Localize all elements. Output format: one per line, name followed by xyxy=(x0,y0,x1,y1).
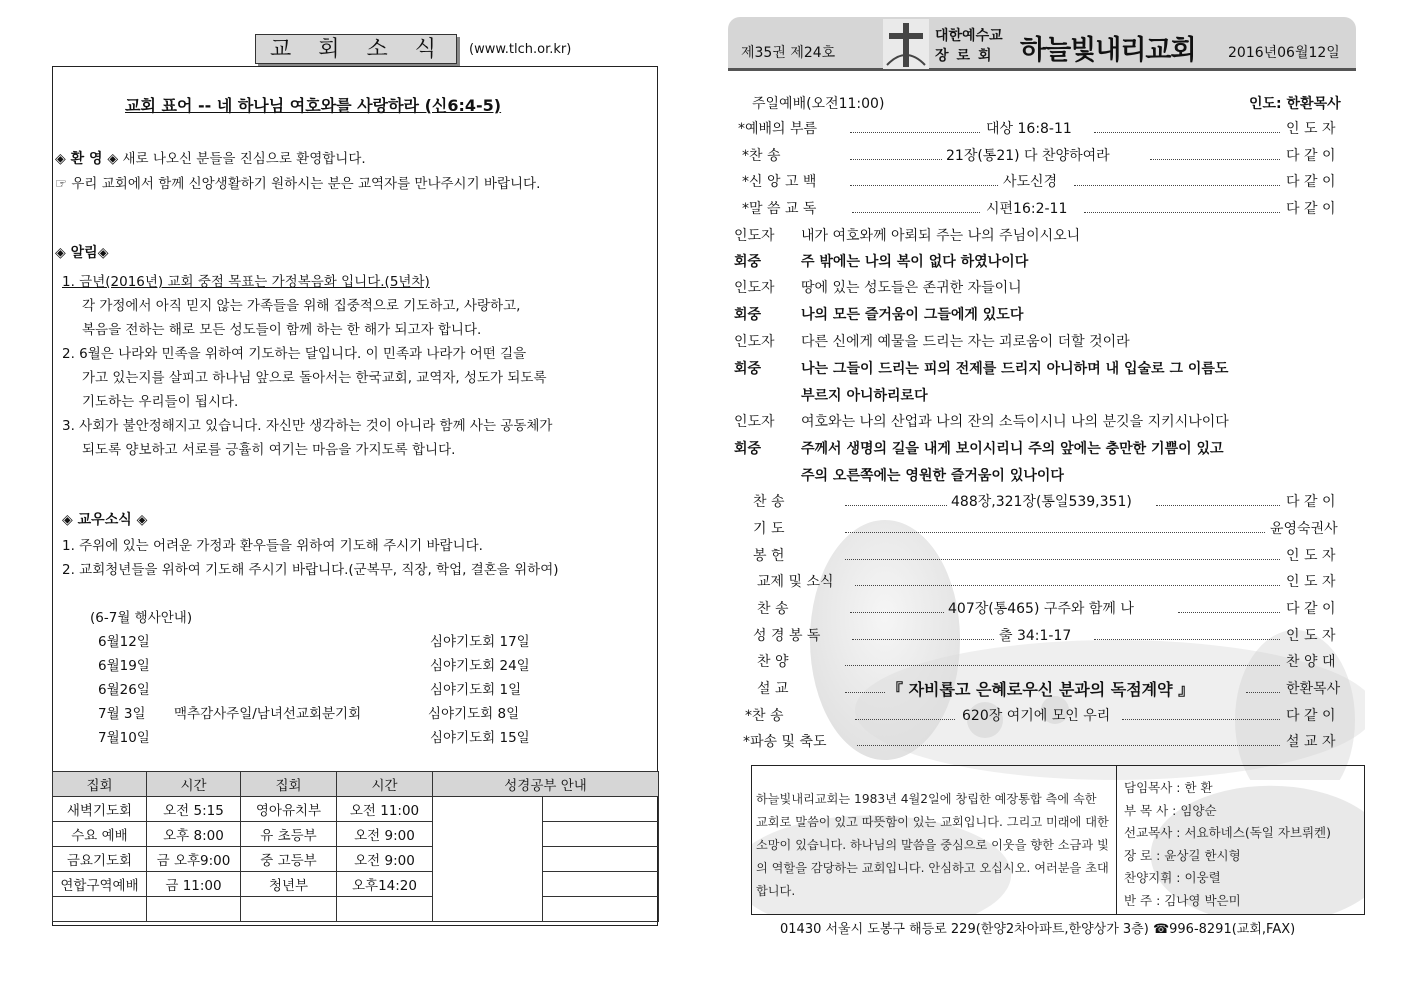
order-person: 인 도 자 xyxy=(1286,628,1336,644)
dot-leader xyxy=(1156,505,1280,506)
reading-speaker: 인도자 xyxy=(734,280,775,296)
table-cell xyxy=(543,872,659,897)
order-item: 찬 양 xyxy=(757,654,789,670)
church-logo-cross-icon xyxy=(883,19,929,69)
reading-text: 주 밖에는 나의 복이 없다 하였나이다 xyxy=(801,254,1029,270)
table-cell: 오전 9:00 xyxy=(337,847,433,872)
header-cell: 시간 xyxy=(147,772,241,797)
order-content: 시편16:2-11 xyxy=(986,201,1068,217)
dot-leader xyxy=(845,559,1280,560)
reading-speaker: 인도자 xyxy=(734,334,775,350)
notice-line-2: 각 가정에서 아직 믿지 않는 가족들을 위해 집중적으로 기도하고, 사랑하고, xyxy=(82,298,521,314)
staff-line: 반 주 : 김나영 박은미 xyxy=(1124,893,1241,908)
order-person: 설 교 자 xyxy=(1286,734,1336,750)
denomination-line-2: 장로회 xyxy=(935,48,1000,64)
left-header xyxy=(255,34,571,64)
notice-line-8: 되도록 양보하고 서로를 긍휼히 여기는 마음을 가지도록 합니다. xyxy=(82,442,456,458)
order-item: *찬 송 xyxy=(742,148,781,164)
table-cell: 연합구역예배 xyxy=(53,872,147,897)
reading-text: 나는 그들이 드리는 피의 전제를 드리지 아니하며 내 입술로 그 이름도 xyxy=(801,361,1229,377)
table-cell: 금 오후9:00 xyxy=(147,847,241,872)
dot-leader xyxy=(1094,132,1280,133)
order-item: 봉 헌 xyxy=(753,548,785,564)
dot-leader xyxy=(850,132,980,133)
notice-line-1: 1. 금년(2016년) 교회 중점 목표는 가정복음화 입니다.(5년차) xyxy=(62,274,430,290)
sermon-title: 『 자비롭고 은혜로우신 분과의 독점계약 』 xyxy=(887,680,1195,699)
table-header-row xyxy=(53,772,659,797)
table-cell xyxy=(53,897,147,922)
header-cell: 집회 xyxy=(241,772,337,797)
event-date: 7월 3일 xyxy=(98,706,146,722)
event-vigil: 심야기도회 8일 xyxy=(428,706,520,722)
dot-leader xyxy=(850,612,944,613)
staff-line: 선교목사 : 서요하네스(독일 자브뤼켄) xyxy=(1124,825,1332,840)
order-content: 대상 16:8-11 xyxy=(986,121,1072,137)
notice-heading: ◈ 알림◈ xyxy=(55,245,109,261)
order-person: 인 도 자 xyxy=(1286,574,1336,590)
event-date: 6월12일 xyxy=(98,634,150,650)
table-cell xyxy=(147,897,241,922)
church-introduction: 하늘빛내리교회는 1983년 4월2일에 창립한 예장통합 측에 속한 교회로 말씀이 있고 따뜻함이 있는 교회입니다. 그리고 미래에 대한 소망이 있습니다. 하나님의 말씀을 중심으로 이웃을 향한 소금과 빛의 역할을 감당하는 교회입니다. 안심하고 오십시오. 여러분을 초대합니다. xyxy=(756,792,1109,898)
welcome-line-2: ☞ 우리 교회에서 함께 신앙생활하기 원하시는 분은 교역자를 만나주시기 바랍니다. xyxy=(55,176,541,192)
order-content: 620장 여기에 모인 우리 xyxy=(962,708,1111,724)
order-person: 다 같 이 xyxy=(1286,174,1336,190)
notice-line-5: 가고 있는지를 살피고 하나님 앞으로 돌아서는 한국교회, 교역자, 성도가 되도록 xyxy=(82,370,547,386)
dot-leader xyxy=(850,159,942,160)
order-item: *찬 송 xyxy=(745,708,784,724)
reading-text: 주의 오른쪽에는 영원한 즐거움이 있나이다 xyxy=(801,468,1064,484)
event-date: 6월26일 xyxy=(98,682,150,698)
order-item: 교제 및 소식 xyxy=(757,574,834,590)
table-cell: 수요 예배 xyxy=(53,822,147,847)
dot-leader xyxy=(857,745,1280,746)
order-item: 기 도 xyxy=(753,521,785,537)
order-item: 설 교 xyxy=(757,681,789,697)
members-line-1: 1. 주위에 있는 어려운 가정과 환우들을 위하여 기도해 주시기 바랍니다. xyxy=(62,538,483,554)
events-heading: (6-7월 행사안내) xyxy=(90,610,193,626)
reading-text: 땅에 있는 성도들은 존귀한 자들이니 xyxy=(801,280,1022,296)
order-item: *파송 및 축도 xyxy=(743,734,827,750)
table-cell: 오후14:20 xyxy=(337,872,433,897)
welcome-line xyxy=(55,147,366,168)
dot-leader xyxy=(1094,639,1280,640)
church-info-box xyxy=(751,765,1365,915)
table-cell: 청년부 xyxy=(241,872,337,897)
service-title: 주일예배(오전11:00) xyxy=(752,96,885,112)
table-row xyxy=(53,897,659,922)
dot-leader xyxy=(845,665,1280,666)
table-cell: 오후 8:00 xyxy=(147,822,241,847)
event-vigil: 심야기도회 15일 xyxy=(430,730,530,746)
table-cell xyxy=(241,897,337,922)
order-content: 407장(통465) 구주와 함께 나 xyxy=(948,601,1134,617)
table-row xyxy=(53,797,659,822)
members-heading: ◈ 교우소식 ◈ xyxy=(62,512,148,528)
table-cell: 오전 11:00 xyxy=(337,797,433,822)
dot-leader xyxy=(1122,719,1280,720)
order-item: 찬 송 xyxy=(757,601,789,617)
table-cell: 영아유치부 xyxy=(241,797,337,822)
order-content: 출 34:1-17 xyxy=(999,628,1072,644)
header-cell: 시간 xyxy=(337,772,433,797)
dot-leader xyxy=(850,185,998,186)
notice-line-3: 복음을 전하는 해로 모든 성도들이 함께 하는 한 해가 되고자 합니다. xyxy=(82,322,482,338)
dot-leader xyxy=(852,212,980,213)
notice-line-6: 기도하는 우리들이 됩시다. xyxy=(82,394,239,410)
staff-line: 찬양지휘 : 이웅렬 xyxy=(1124,870,1221,885)
table-cell xyxy=(543,847,659,872)
order-person: 한환목사 xyxy=(1286,681,1341,697)
event-date: 7월10일 xyxy=(98,730,150,746)
church-motto: 교회 표어 -- 네 하나님 여호와를 사랑하라 (신6:4-5) xyxy=(125,96,502,115)
masthead xyxy=(728,17,1356,71)
table-cell xyxy=(543,822,659,847)
order-item: *예배의 부름 xyxy=(738,121,818,137)
reading-speaker: 회중 xyxy=(734,361,762,377)
table-cell xyxy=(337,897,433,922)
reading-speaker: 회중 xyxy=(734,254,762,270)
table-cell: 유 초등부 xyxy=(241,822,337,847)
order-content: 21장(통21) 다 찬양하여라 xyxy=(946,148,1110,164)
event-vigil: 심야기도회 17일 xyxy=(430,634,530,650)
order-person: 다 같 이 xyxy=(1286,201,1336,217)
table-cell: 금 11:00 xyxy=(147,872,241,897)
dot-leader xyxy=(1246,692,1280,693)
staff-line: 장 로 : 윤상길 한시형 xyxy=(1124,848,1241,863)
dot-leader xyxy=(852,639,994,640)
reading-speaker: 인도자 xyxy=(734,414,775,430)
reading-text: 나의 모든 즐거움이 그들에게 있도다 xyxy=(801,307,1024,323)
dot-leader xyxy=(845,505,947,506)
reading-text: 여호와는 나의 산업과 나의 잔의 소득이시니 나의 분깃을 지키시나이다 xyxy=(801,414,1229,430)
dot-leader xyxy=(1178,612,1280,613)
dot-leader xyxy=(1074,185,1280,186)
order-person: 인 도 자 xyxy=(1286,548,1336,564)
order-person: 다 같 이 xyxy=(1286,708,1336,724)
website-url: (www.tlch.or.kr) xyxy=(469,41,572,57)
order-content: 488장,321장(통일539,351) xyxy=(951,494,1132,510)
event-vigil: 심야기도회 1일 xyxy=(430,682,522,698)
reading-speaker: 회중 xyxy=(734,307,762,323)
table-cell xyxy=(543,797,659,822)
reading-speaker: 인도자 xyxy=(734,228,775,244)
welcome-text: 새로 나오신 분들을 진심으로 환영합니다. xyxy=(118,151,366,167)
table-row xyxy=(53,822,659,847)
table-cell: 오전 9:00 xyxy=(337,822,433,847)
notice-line-7: 3. 사회가 불안정해지고 있습니다. 자신만 생각하는 것이 아니라 함께 사는 공동체가 xyxy=(62,418,553,434)
table-cell: 새벽기도회 xyxy=(53,797,147,822)
event-vigil: 심야기도회 24일 xyxy=(430,658,530,674)
dot-leader xyxy=(845,532,1265,533)
order-item: *말 씀 교 독 xyxy=(742,201,817,217)
church-address: 01430 서울시 도봉구 해등로 229(한양2차아파트,한양상가 3층) ☎996-8291(교회,FAX) xyxy=(780,922,1296,937)
info-divider xyxy=(1116,766,1117,914)
order-item: *신 앙 고 백 xyxy=(742,174,817,190)
bulletin-date: 2016년06월12일 xyxy=(1228,45,1340,61)
order-person: 찬 양 대 xyxy=(1286,654,1336,670)
dot-leader xyxy=(855,585,1280,586)
service-leader: 인도: 한환목사 xyxy=(1249,96,1341,112)
order-person: 윤영숙권사 xyxy=(1270,521,1338,537)
table-cell: 금요기도회 xyxy=(53,847,147,872)
order-item: 성 경 봉 독 xyxy=(753,628,821,644)
order-person: 인 도 자 xyxy=(1286,121,1336,137)
order-person: 다 같 이 xyxy=(1286,148,1336,164)
notice-line-4: 2. 6월은 나라와 민족을 위하여 기도하는 달입니다. 이 민족과 나라가 어떤 길을 xyxy=(62,346,527,362)
welcome-heading: ◈ 환 영 ◈ xyxy=(55,151,119,167)
table-row xyxy=(53,872,659,897)
dot-leader xyxy=(845,692,885,693)
table-cell xyxy=(433,797,543,922)
order-person: 다 같 이 xyxy=(1286,494,1336,510)
order-content: 사도신경 xyxy=(1003,174,1058,190)
service-schedule-table xyxy=(52,771,659,922)
event-date: 6월19일 xyxy=(98,658,150,674)
reading-text: 내가 여호와께 아뢰되 주는 나의 주님이시오니 xyxy=(801,228,1081,244)
dot-leader xyxy=(855,719,955,720)
event-name: 맥추감사주일/남녀선교회분기회 xyxy=(174,706,362,722)
order-person: 다 같 이 xyxy=(1286,601,1336,617)
table-row xyxy=(53,847,659,872)
reading-text: 다른 신에게 예물을 드리는 자는 괴로움이 더할 것이라 xyxy=(801,334,1130,350)
table-cell: 중 고등부 xyxy=(241,847,337,872)
header-cell: 성경공부 안내 xyxy=(433,772,659,797)
denomination-line-1: 대한예수교 xyxy=(935,28,1003,44)
page-title: 교 회 소 식 xyxy=(255,34,457,64)
reading-text: 주께서 생명의 길을 내게 보이시리니 주의 앞에는 충만한 기쁨이 있고 xyxy=(801,441,1224,457)
volume-number: 제35권 제24호 xyxy=(741,45,836,61)
dot-leader xyxy=(1084,212,1280,213)
members-line-2: 2. 교회청년들을 위하여 기도해 주시기 바랍니다.(군복무, 직장, 학업, 결혼을 위하여) xyxy=(62,562,559,578)
reading-speaker: 회중 xyxy=(734,441,762,457)
church-name: 하늘빛내리교회 xyxy=(1020,35,1196,66)
dot-leader xyxy=(1150,159,1280,160)
order-item: 찬 송 xyxy=(753,494,785,510)
reading-text: 부르지 아니하리로다 xyxy=(801,388,928,404)
table-cell: 오전 5:15 xyxy=(147,797,241,822)
staff-line: 부 목 사 : 임양순 xyxy=(1124,803,1217,818)
header-cell: 집회 xyxy=(53,772,147,797)
table-cell xyxy=(543,897,659,922)
staff-line: 담임목사 : 한 환 xyxy=(1124,780,1213,795)
